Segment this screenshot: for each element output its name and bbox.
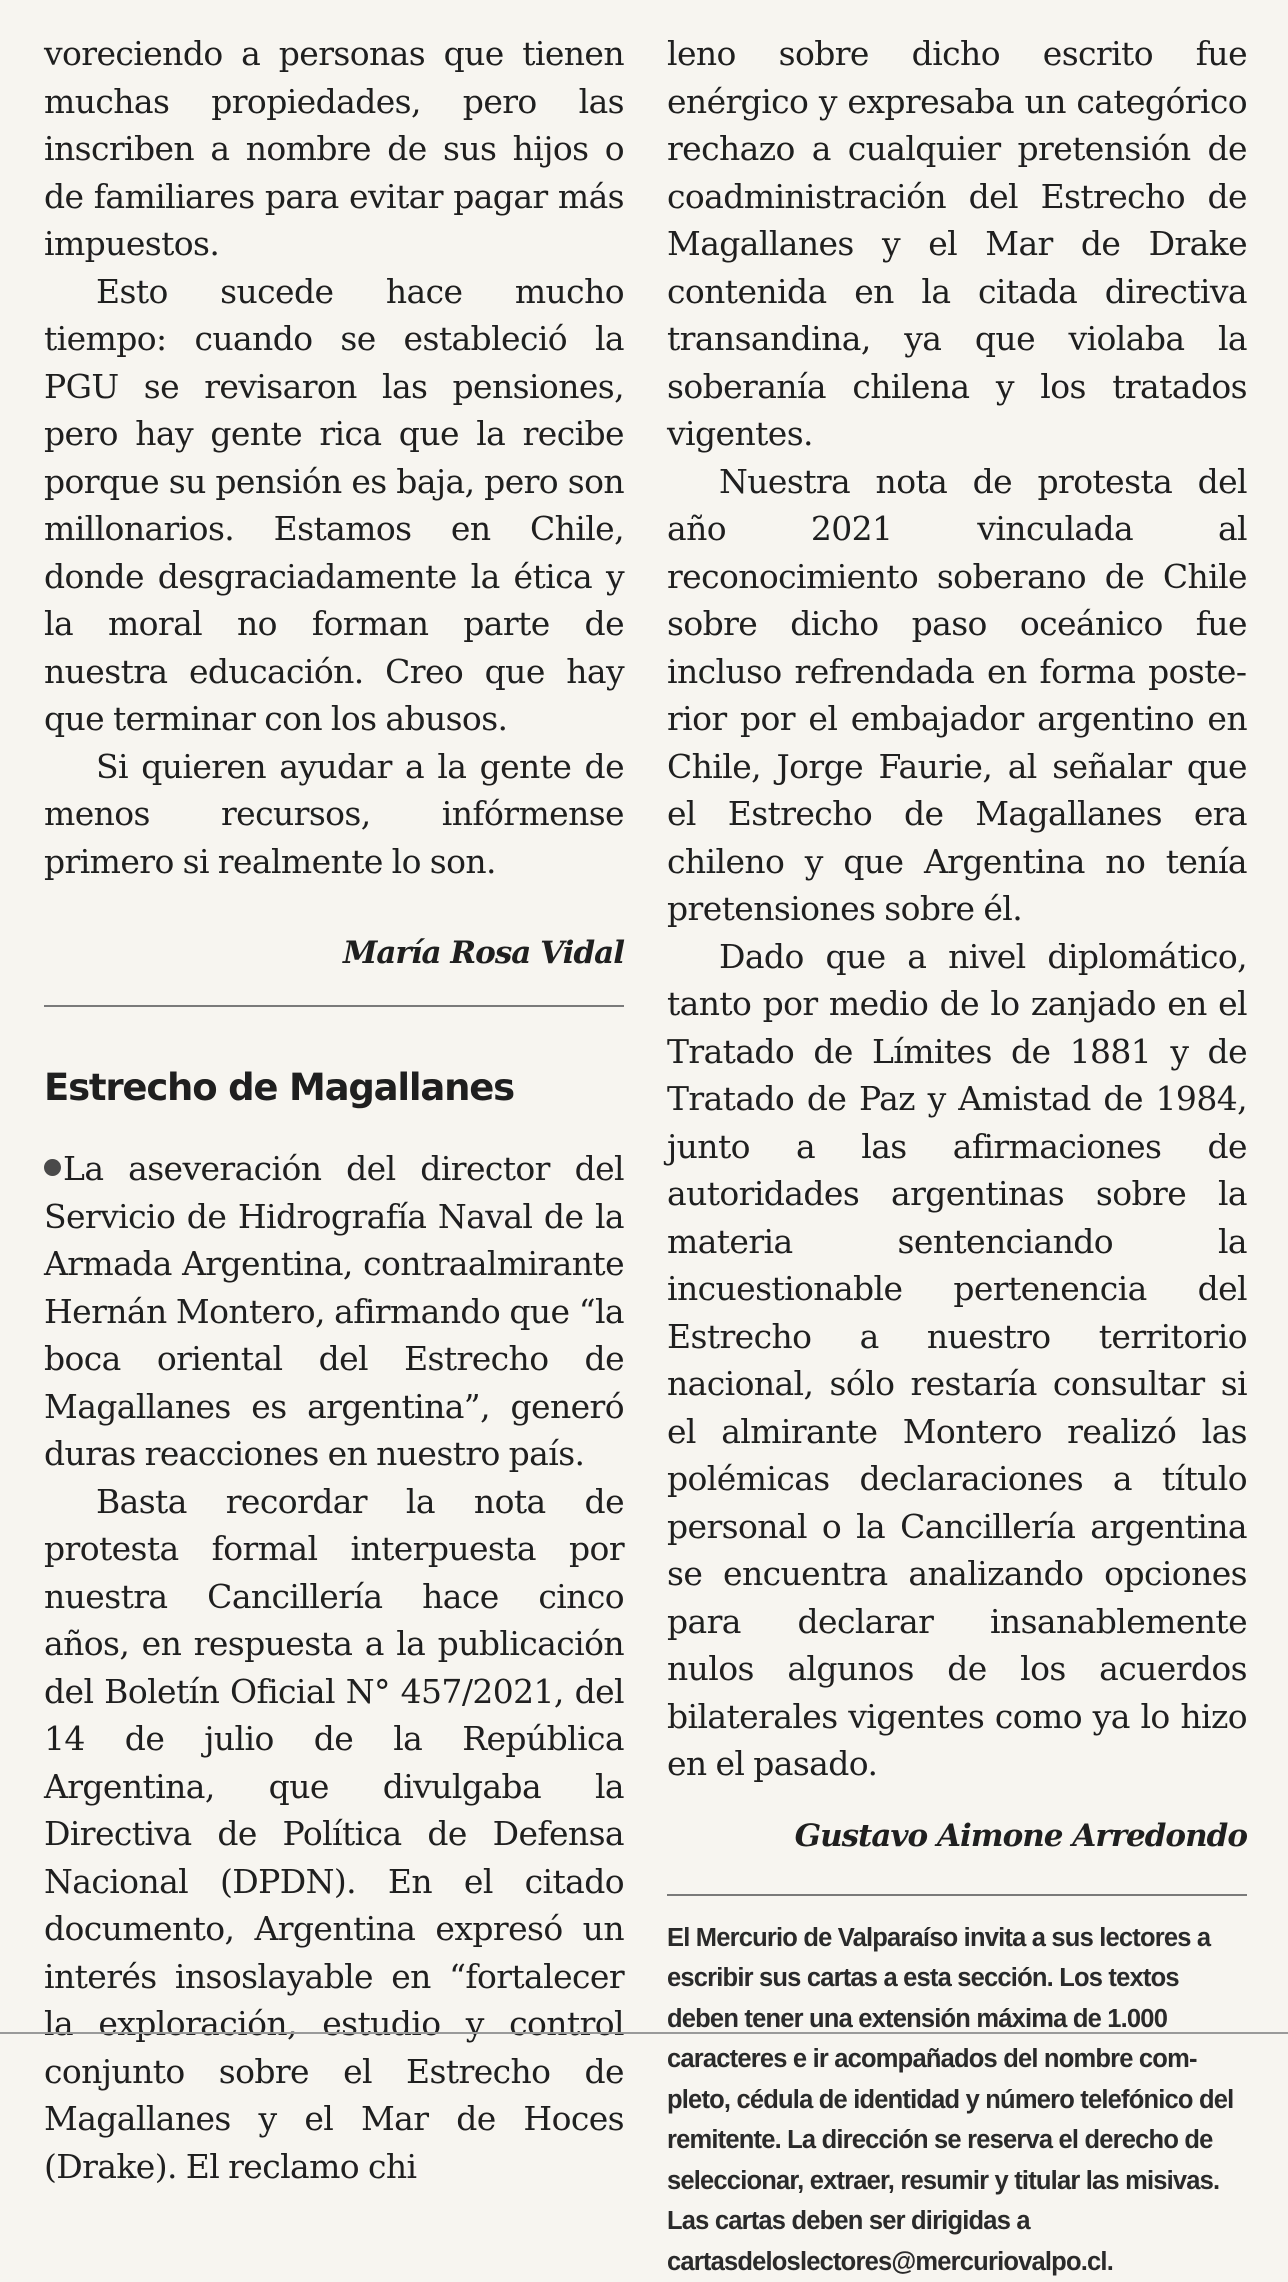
letter1-paragraph-3: Si quieren ayudar a la gente de menos recursos, infórmense primero si realmente lo son.	[44, 743, 624, 886]
page-bottom-rule	[0, 2032, 1288, 2034]
left-column	[44, 30, 624, 2190]
letter1-paragraph-1: voreciendo a personas que tienen muchas propiedades, pero las inscriben a nombre de sus hijos o de familiares para evitar pagar más impuestos.	[44, 30, 624, 268]
letter2-title: Estrecho de Magallanes	[44, 1065, 624, 1111]
bullet-icon	[44, 1159, 61, 1176]
section-divider	[44, 1005, 624, 1007]
right-column	[667, 30, 1247, 2282]
notice-divider	[667, 1894, 1247, 1896]
letter2-paragraph-2: Basta recordar la nota de protesta formal interpuesta por nuestra Cancillería hace cinco años, en respuesta a la publicación del Boletín Oficial N° 457/2021, del 14 de julio de la República Argentina, que divulgaba la Directiva de Política de Defensa Nacional (DPDN). En el citado documento, Argentina expresó un interés insoslayable en “fortalecer la exploración, estudio y control conjunto sobre el Estrecho de Magallanes y el Mar de Hoces (Drake). El reclamo chi	[44, 1478, 624, 2191]
letter1-signature: María Rosa Vidal	[44, 935, 624, 971]
submission-notice: El Mercurio de Valparaíso invita a sus lectores a escribir sus cartas a esta sección. Los textos deben tener una extensión máxima de 1.000 caracteres e ir acompañados del nombre completo, cédula de identidad y número telefónico del remitente. La dirección se reserva el derecho de seleccionar, extraer, resumir y titular las misivas. Las cartas deben ser dirigidas a cartasdeloslectores@mercuriovalpo.cl.	[667, 1918, 1247, 2282]
letter2-paragraph-3: Nuestra nota de protesta del año 2021 vinculada al reconocimiento soberano de Chile sobre dicho paso oceánico fue incluso refrendada en forma posterior por el embajador argentino en Chile, Jorge Faurie, al señalar que el Estrecho de Magallanes era chileno y que Argentina no tenía pretensiones sobre él.	[667, 458, 1247, 933]
letter2-paragraph-1	[44, 1145, 624, 1478]
letter2-paragraph-1-text: La aseveración del director del Servicio de Hidrografía Naval de la Armada Argentina, contraalmirante Hernán Montero, afirmando que “la boca oriental del Estrecho de Magallanes es argentina”, generó duras reacciones en nuestro país.	[44, 1149, 624, 1473]
letter2-paragraph-4: Dado que a nivel diplomático, tanto por medio de lo zanjado en el Tratado de Límites de 1881 y de Tratado de Paz y Amistad de 1984, junto a las afirmaciones de autoridades argentinas sobre la materia sentenciando la incuestionable pertenencia del Estrecho a nuestro territorio nacional, sólo restaría consultar si el almirante Montero realizó las polémicas declaraciones a título personal o la Cancillería argentina se encuentra analizando opciones para declarar insanablemente nulos algunos de los acuerdos bilaterales vigentes como ya lo hizo en el pasado.	[667, 933, 1247, 1788]
letter1-paragraph-2: Esto sucede hace mucho tiempo: cuando se estableció la PGU se revisaron las pensiones, pero hay gente rica que la recibe porque su pensión es baja, pero son millonarios. Estamos en Chile, donde desgraciadamente la ética y la moral no forman parte de nuestra educación. Creo que hay que terminar con los abusos.	[44, 268, 624, 743]
letter2-signature: Gustavo Aimone Arredondo	[667, 1818, 1247, 1854]
letter2-paragraph-2-continued: leno sobre dicho escrito fue enérgico y expresaba un categórico rechazo a cualquier pretensión de coadministración del Estrecho de Magallanes y el Mar de Drake contenida en la citada directiva transandina, ya que violaba la soberanía chilena y los tratados vigentes.	[667, 30, 1247, 458]
